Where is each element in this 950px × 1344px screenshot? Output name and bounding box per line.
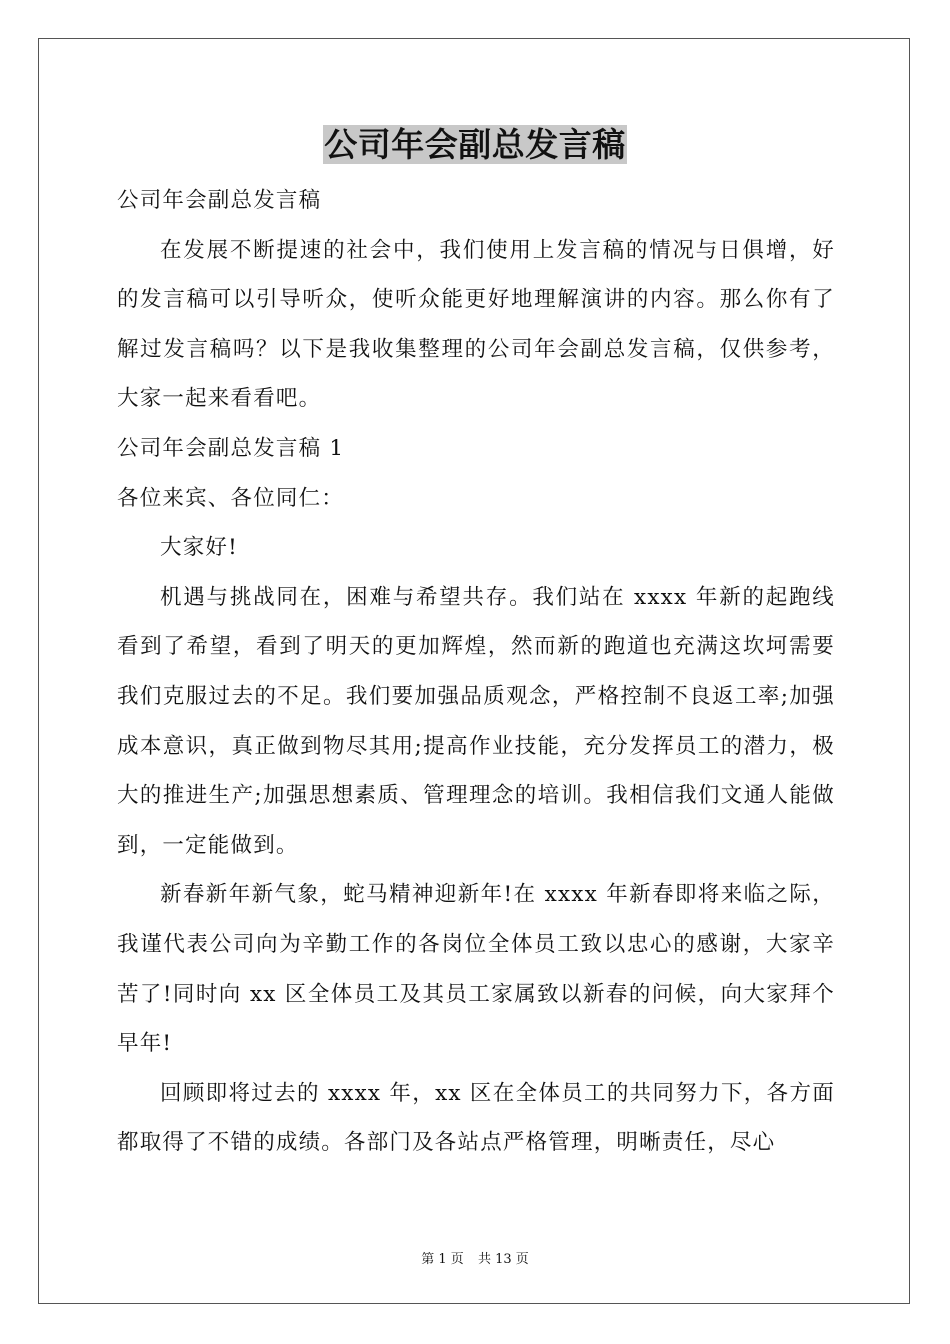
page-total: 共 13 页 <box>477 1252 529 1267</box>
page-footer <box>0 1248 950 1267</box>
paragraph: 公司年会副总发言稿 1 <box>117 435 345 461</box>
document-title-wrap <box>0 122 950 168</box>
document-title: 公司年会副总发言稿 <box>324 125 626 164</box>
paragraph: 机遇与挑战同在，困难与希望共存。我们站在 xxxx 年新的起跑线看到了希望，看到了明天的更加辉煌，然而新的跑道也充满这坎坷需要我们克服过去的不足。我们要加强品质观念，严格控制不良返工率;加强成本意识，真正做到物尽其用;提高作业技能，充分发挥员工的潜力，极大的推进生产;加强思想素质、管理理念的培训。我相信我们文通人能做到，一定能做到。 <box>117 584 835 858</box>
page-number: 第 1 页 <box>421 1252 464 1267</box>
paragraph: 回顾即将过去的 xxxx 年，xx 区在全体员工的共同努力下，各方面都取得了不错的成绩。各部门及各站点严格管理，明晰责任，尽心 <box>117 1080 835 1156</box>
paragraph: 大家好! <box>160 535 238 561</box>
paragraph: 各位来宾、各位同仁： <box>117 485 345 511</box>
document-body <box>117 176 835 1168</box>
paragraph: 公司年会副总发言稿 <box>117 188 322 213</box>
paragraph: 新春新年新气象，蛇马精神迎新年!在 xxxx 年新春即将来临之际，我谨代表公司向为辛勤工作的各岗位全体员工致以忠心的感谢，大家辛苦了!同时向 xx 区全体员工及其员工家属致以新春的问候，向大家拜个早年! <box>117 882 835 1057</box>
paragraph: 在发展不断提速的社会中，我们使用上发言稿的情况与日俱增，好的发言稿可以引导听众，使听众能更好地理解演讲的内容。那么你有了解过发言稿吗？以下是我收集整理的公司年会副总发言稿，仅供参考，大家一起来看看吧。 <box>117 237 835 412</box>
